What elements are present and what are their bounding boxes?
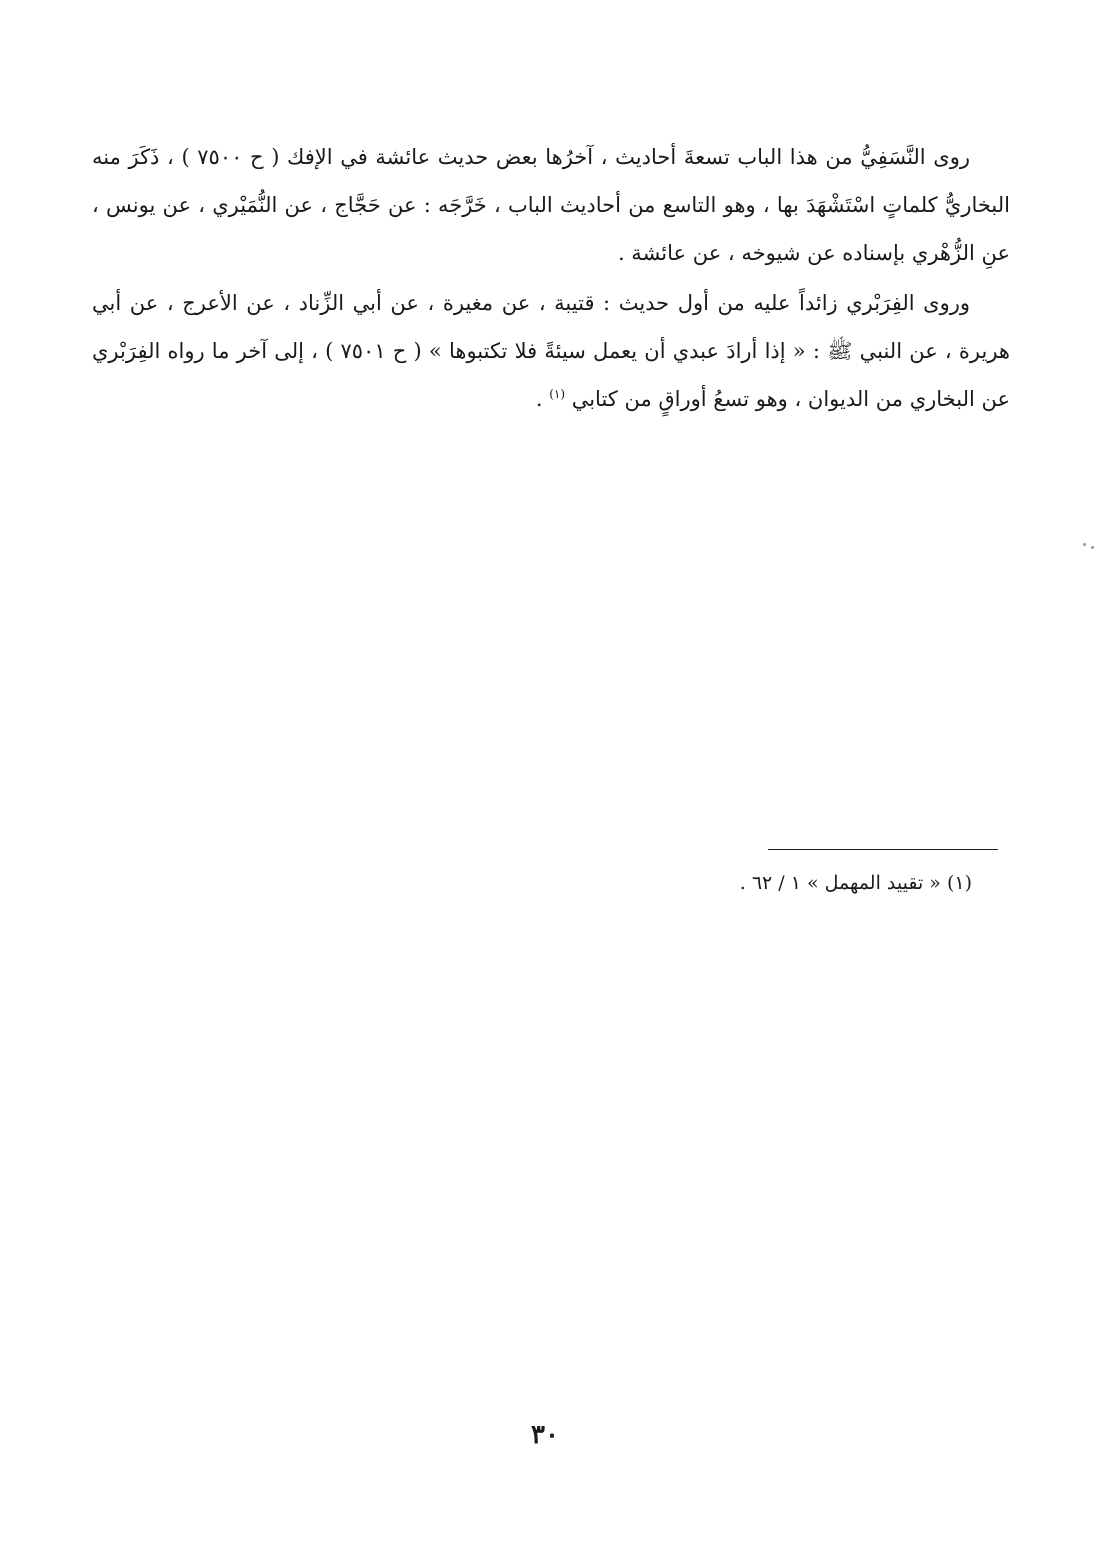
main-text xyxy=(92,133,1010,423)
scan-speck xyxy=(1083,543,1086,546)
footnote xyxy=(560,866,972,900)
paragraph-2-text: وروى الفِرَبْري زائداً عليه من أول حديث : قتيبة ، عن مغيرة ، عن أبي الزِّناد ، عن الأعرج ، عن أبي هريرة ، عن النبي ﷺ : « إذا أرادَ عبدي أن يعمل سيئةً فلا تكتبوها » ( ح ٧٥٠١ ) ، إلى آخر ما رواه الفِرَبْري عن البخاري من الديوان ، وهو تسعُ أوراقٍ من كتابي xyxy=(92,291,1010,411)
paragraph-1-text: روى النَّسَفِيُّ من هذا الباب تسعةَ أحاديث ، آخرُها بعض حديث عائشة في الإفك ( ح ٧٥٠٠ ) ، ذَكَرَ منه البخاريُّ كلماتٍ اسْتَشْهَدَ بها ، وهو التاسع من أحاديث الباب ، خَرَّجَه : عن حَجَّاج ، عن النُّمَيْري ، عن يونس ، عنِ الزُّهْري بإسناده عن شيوخه ، عن عائشة . xyxy=(92,145,1010,265)
paragraph-2-end: . xyxy=(535,387,550,411)
page-number: ٣٠ xyxy=(531,1420,559,1450)
paragraph-2 xyxy=(92,279,1010,423)
footnote-divider xyxy=(768,849,998,850)
footnote-reference[interactable]: (١) xyxy=(549,387,566,401)
scan-speck xyxy=(1091,546,1094,549)
footnote-text: (١) « تقييد المهمل » ١ / ٦٢ . xyxy=(739,872,972,894)
paragraph-1 xyxy=(92,133,1010,277)
